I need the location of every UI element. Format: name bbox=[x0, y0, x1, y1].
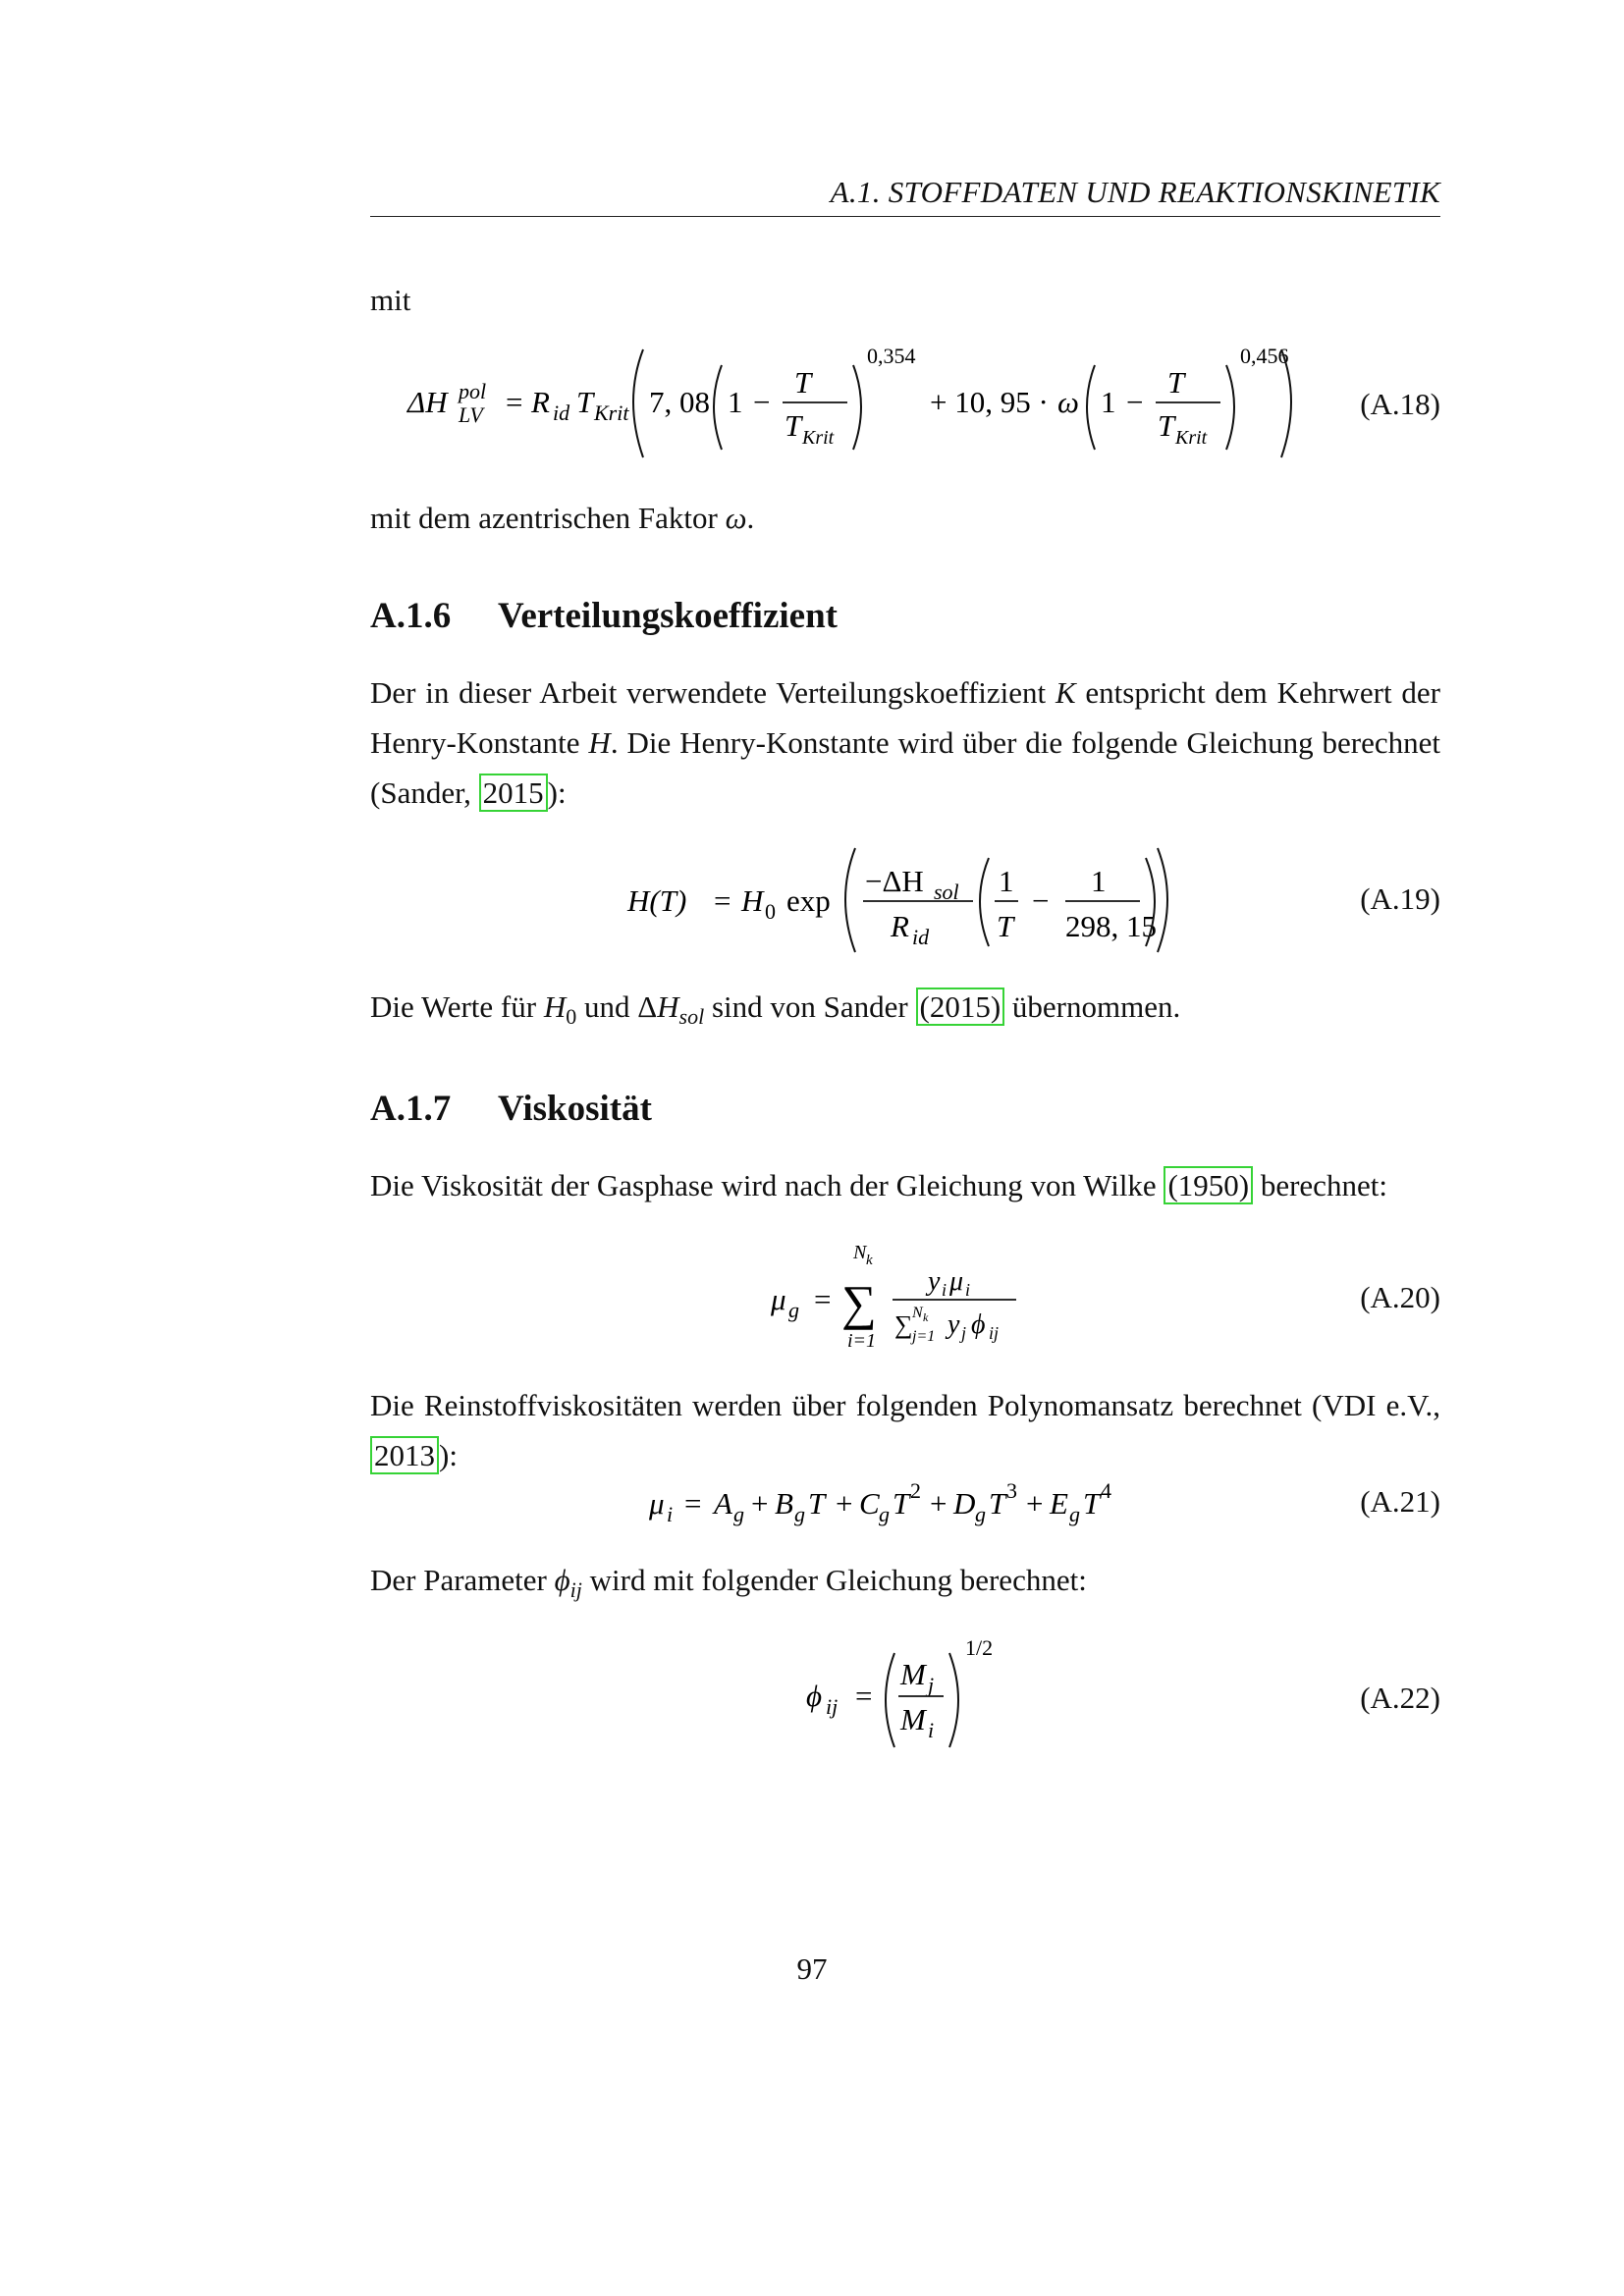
equation-a19 bbox=[370, 840, 1440, 958]
eq19-paren-inner-left bbox=[980, 858, 989, 946]
eq21-T3: T bbox=[989, 1486, 1006, 1521]
paragraph-visk-text-2: berechnet: bbox=[1253, 1168, 1387, 1202]
eq19-exp: exp bbox=[786, 883, 831, 918]
eq18-frac1-num: T bbox=[794, 365, 812, 400]
equation-number-a18: (A.18) bbox=[1360, 387, 1440, 421]
eq20-den-sum: ∑ bbox=[894, 1310, 913, 1339]
header-rule bbox=[370, 216, 1440, 217]
eq19-num: −ΔH bbox=[865, 864, 924, 898]
eq21-D-sub: g bbox=[975, 1502, 986, 1526]
eq21-pow3: 3 bbox=[1006, 1478, 1017, 1503]
eq20-den-phi-sub: ij bbox=[989, 1323, 1000, 1343]
eq20-num-mu: μ bbox=[949, 1266, 964, 1297]
eq18-lhs-sup: pol bbox=[459, 379, 487, 403]
eq21-mu: μ bbox=[649, 1486, 665, 1521]
eq18-R: R bbox=[531, 385, 550, 419]
eq20-num-y: y bbox=[928, 1266, 941, 1297]
eq19-paren-outer-right bbox=[1158, 848, 1167, 952]
symbol-H: H bbox=[588, 725, 611, 760]
equation-a18-formula bbox=[370, 342, 1254, 469]
eq19-one-a: 1 bbox=[999, 864, 1014, 898]
equation-a22-formula bbox=[806, 1629, 1002, 1757]
section-title-a16: Verteilungskoeffizient bbox=[498, 596, 838, 636]
eq21-T1: T bbox=[808, 1486, 826, 1521]
paragraph-werte-text-1: Die Werte für bbox=[370, 989, 544, 1024]
eq20-equals: = bbox=[814, 1282, 832, 1316]
eq22-num-sub: j bbox=[928, 1673, 935, 1697]
eq18-frac1-den-sub: Krit bbox=[802, 427, 835, 449]
equation-number-a21: (A.21) bbox=[1360, 1484, 1440, 1519]
paragraph-rein-text-1: Die Reinstoffviskositäten werden über folgenden Polynomansatz berechnet (VDI e.V., bbox=[370, 1388, 1440, 1422]
eq20-sum: ∑ bbox=[841, 1275, 877, 1330]
citation-link-sander-2015[interactable]: 2015 bbox=[479, 774, 548, 812]
eq21-C-sub: g bbox=[879, 1502, 890, 1526]
paragraph-mit: mit bbox=[370, 283, 411, 317]
eq19-lhs: H(T) bbox=[627, 883, 687, 918]
eq18-c1: 7, 08 bbox=[649, 385, 710, 419]
eq20-mu-sub: g bbox=[788, 1298, 799, 1322]
eq18-R-sub: id bbox=[553, 400, 570, 425]
eq19-ref: 298, 15 bbox=[1065, 909, 1157, 943]
eq18-paren-1-right bbox=[853, 365, 861, 450]
eq20-mu: μ bbox=[771, 1282, 786, 1316]
paragraph-henry-text-2: entspricht dem Kehrwert der Henry-Konstante bbox=[370, 675, 1440, 760]
eq22-equals: = bbox=[855, 1679, 873, 1713]
eq18-equals: = bbox=[506, 385, 523, 419]
eq21-A: A bbox=[714, 1486, 732, 1521]
eq18-T: T bbox=[576, 385, 594, 419]
paragraph-omega-end: . bbox=[746, 501, 755, 535]
eq21-B-sub: g bbox=[794, 1502, 805, 1526]
eq20-den-y-sub: j bbox=[961, 1323, 967, 1343]
equation-number-a20: (A.20) bbox=[1360, 1280, 1440, 1314]
eq21-pow4: 4 bbox=[1101, 1478, 1111, 1503]
paragraph-henry-text-3: . Die Henry-Konstante wird über die folgende Gleichung berechnet (Sander, bbox=[370, 725, 1440, 810]
eq20-den-top-sub: k bbox=[923, 1310, 929, 1324]
eq22-paren-right bbox=[949, 1653, 958, 1747]
eq20-den-y: y bbox=[947, 1309, 960, 1340]
eq19-T: T bbox=[997, 909, 1014, 943]
symbol-Hsol: H bbox=[657, 989, 679, 1024]
equation-a22 bbox=[370, 1629, 1440, 1757]
eq21-plus-2: + bbox=[836, 1486, 853, 1521]
eq18-frac1-den: T bbox=[785, 408, 802, 443]
symbol-phi: ϕ bbox=[554, 1563, 570, 1597]
equation-a18-tail bbox=[1234, 342, 1293, 469]
eq22-num: M bbox=[900, 1657, 926, 1691]
eq21-A-sub: g bbox=[733, 1502, 744, 1526]
eq21-E: E bbox=[1050, 1486, 1068, 1521]
symbol-K: K bbox=[1055, 675, 1076, 710]
eq22-phi-sub: ij bbox=[826, 1694, 839, 1719]
equation-a18 bbox=[370, 342, 1440, 469]
paragraph-werte bbox=[370, 982, 1440, 1041]
eq19-num-sub: sol bbox=[934, 880, 959, 904]
paragraph-rein-text-2: ): bbox=[439, 1438, 458, 1472]
section-number-a16: A.1.6 bbox=[370, 596, 452, 636]
eq18-frac2-den-sub: Krit bbox=[1175, 427, 1208, 449]
page-number: 97 bbox=[796, 1951, 828, 1986]
symbol-phi-sub: ij bbox=[569, 1577, 582, 1603]
paragraph-param-text-2: wird mit folgender Gleichung berechnet: bbox=[581, 1563, 1087, 1597]
eq18-exp2: 0,456 bbox=[1240, 344, 1289, 368]
equation-a19-formula bbox=[627, 840, 1177, 958]
eq19-minus: − bbox=[1032, 883, 1050, 918]
eq18-one-2: 1 bbox=[1101, 385, 1116, 419]
paragraph-henry bbox=[370, 667, 1440, 818]
symbol-H0: H bbox=[543, 989, 567, 1024]
citation-link-sander-2015-b[interactable]: (2015) bbox=[916, 988, 1005, 1026]
eq18-paren-2-right bbox=[1226, 365, 1234, 450]
eq18-frac2-den: T bbox=[1158, 408, 1175, 443]
paragraph-omega-text: mit dem azentrischen Faktor bbox=[370, 501, 726, 535]
eq19-equals: = bbox=[714, 883, 731, 918]
eq21-plus-1: + bbox=[751, 1486, 769, 1521]
paragraph-omega-symbol: ω bbox=[725, 501, 747, 535]
eq19-H0-sub: 0 bbox=[765, 899, 776, 924]
paragraph-viskositaet bbox=[370, 1160, 1440, 1210]
paragraph-parameter bbox=[370, 1555, 1440, 1615]
section-heading-a16 bbox=[370, 595, 838, 637]
symbol-Hsol-sub: sol bbox=[678, 1004, 705, 1030]
eq18-lhs: ΔH bbox=[407, 385, 448, 419]
eq21-mu-sub: i bbox=[667, 1502, 674, 1526]
eq20-sum-top: N bbox=[853, 1242, 867, 1263]
eq20-num-y-sub: i bbox=[942, 1280, 947, 1300]
eq19-den: R bbox=[891, 909, 909, 943]
eq21-T2: T bbox=[893, 1486, 910, 1521]
eq18-minus-2: − bbox=[1126, 385, 1144, 419]
section-number-a17: A.1.7 bbox=[370, 1089, 452, 1129]
eq19-den-sub: id bbox=[912, 925, 930, 949]
eq18-omega: ω bbox=[1057, 385, 1079, 419]
eq19-paren-outer-left bbox=[845, 848, 855, 952]
paragraph-visk-text-1: Die Viskosität der Gasphase wird nach der Gleichung von Wilke bbox=[370, 1168, 1164, 1202]
paragraph-werte-text-2: und Δ bbox=[576, 989, 658, 1024]
equation-number-a19: (A.19) bbox=[1360, 881, 1440, 916]
eq21-D: D bbox=[953, 1486, 976, 1521]
running-header: A.1. STOFFDATEN UND REAKTIONSKINETIK bbox=[830, 175, 1440, 209]
equation-a21 bbox=[370, 1472, 1440, 1531]
eq22-den: M bbox=[900, 1702, 926, 1736]
eq18-exp1: 0,354 bbox=[867, 344, 916, 368]
eq20-num-mu-sub: i bbox=[965, 1280, 971, 1300]
equation-a20-formula bbox=[771, 1239, 1026, 1357]
eq18-paren-1-left bbox=[714, 365, 722, 450]
eq20-sum-bottom: i=1 bbox=[847, 1330, 877, 1352]
equation-number-a22: (A.22) bbox=[1360, 1681, 1440, 1715]
eq21-E-sub: g bbox=[1069, 1502, 1080, 1526]
eq21-B: B bbox=[775, 1486, 793, 1521]
eq21-equals: = bbox=[684, 1486, 702, 1521]
section-title-a17: Viskosität bbox=[498, 1089, 652, 1129]
eq18-plus: + 10, 95 · bbox=[930, 385, 1049, 419]
eq21-T4: T bbox=[1083, 1486, 1101, 1521]
eq18-paren-outer-left bbox=[633, 349, 643, 457]
equation-a20 bbox=[370, 1239, 1440, 1357]
eq21-plus-4: + bbox=[1026, 1486, 1044, 1521]
eq18-frac2-num: T bbox=[1167, 365, 1185, 400]
eq20-den-top: N bbox=[912, 1305, 923, 1321]
eq18-paren-2-left bbox=[1087, 365, 1095, 450]
eq22-paren-left bbox=[886, 1653, 894, 1747]
eq18-one-1: 1 bbox=[728, 385, 743, 419]
citation-link-vdi-2013[interactable]: 2013 bbox=[370, 1436, 439, 1474]
eq18-T-sub: Krit bbox=[594, 400, 629, 425]
eq22-exp: 1/2 bbox=[965, 1635, 994, 1660]
eq22-den-sub: i bbox=[928, 1718, 935, 1742]
eq21-pow2: 2 bbox=[910, 1478, 921, 1503]
eq20-den-bottom: j=1 bbox=[912, 1328, 936, 1345]
eq19-H0: H bbox=[741, 883, 764, 918]
citation-link-wilke-1950[interactable]: (1950) bbox=[1164, 1166, 1253, 1204]
paragraph-henry-text-4: ): bbox=[547, 775, 567, 810]
eq22-phi: ϕ bbox=[806, 1679, 823, 1713]
eq21-C: C bbox=[859, 1486, 880, 1521]
paragraph-param-text-1: Der Parameter bbox=[370, 1563, 555, 1597]
equation-a21-formula bbox=[649, 1472, 1120, 1531]
eq19-one-b: 1 bbox=[1091, 864, 1107, 898]
eq20-sum-top-sub: k bbox=[866, 1253, 873, 1268]
paragraph-omega bbox=[370, 493, 1440, 543]
symbol-H0-sub: 0 bbox=[566, 1004, 577, 1030]
paragraph-werte-text-4: übernommen. bbox=[1004, 989, 1181, 1024]
section-heading-a17 bbox=[370, 1088, 652, 1130]
eq20-den-phi: ϕ bbox=[971, 1309, 986, 1340]
paragraph-werte-text-3: sind von Sander bbox=[704, 989, 916, 1024]
paragraph-reinstoff bbox=[370, 1380, 1440, 1480]
eq21-plus-3: + bbox=[930, 1486, 947, 1521]
eq18-lhs-sub: LV bbox=[459, 402, 483, 427]
paragraph-henry-text-1: Der in dieser Arbeit verwendete Verteilungskoeffizient bbox=[370, 675, 1056, 710]
eq18-minus-1: − bbox=[753, 385, 771, 419]
